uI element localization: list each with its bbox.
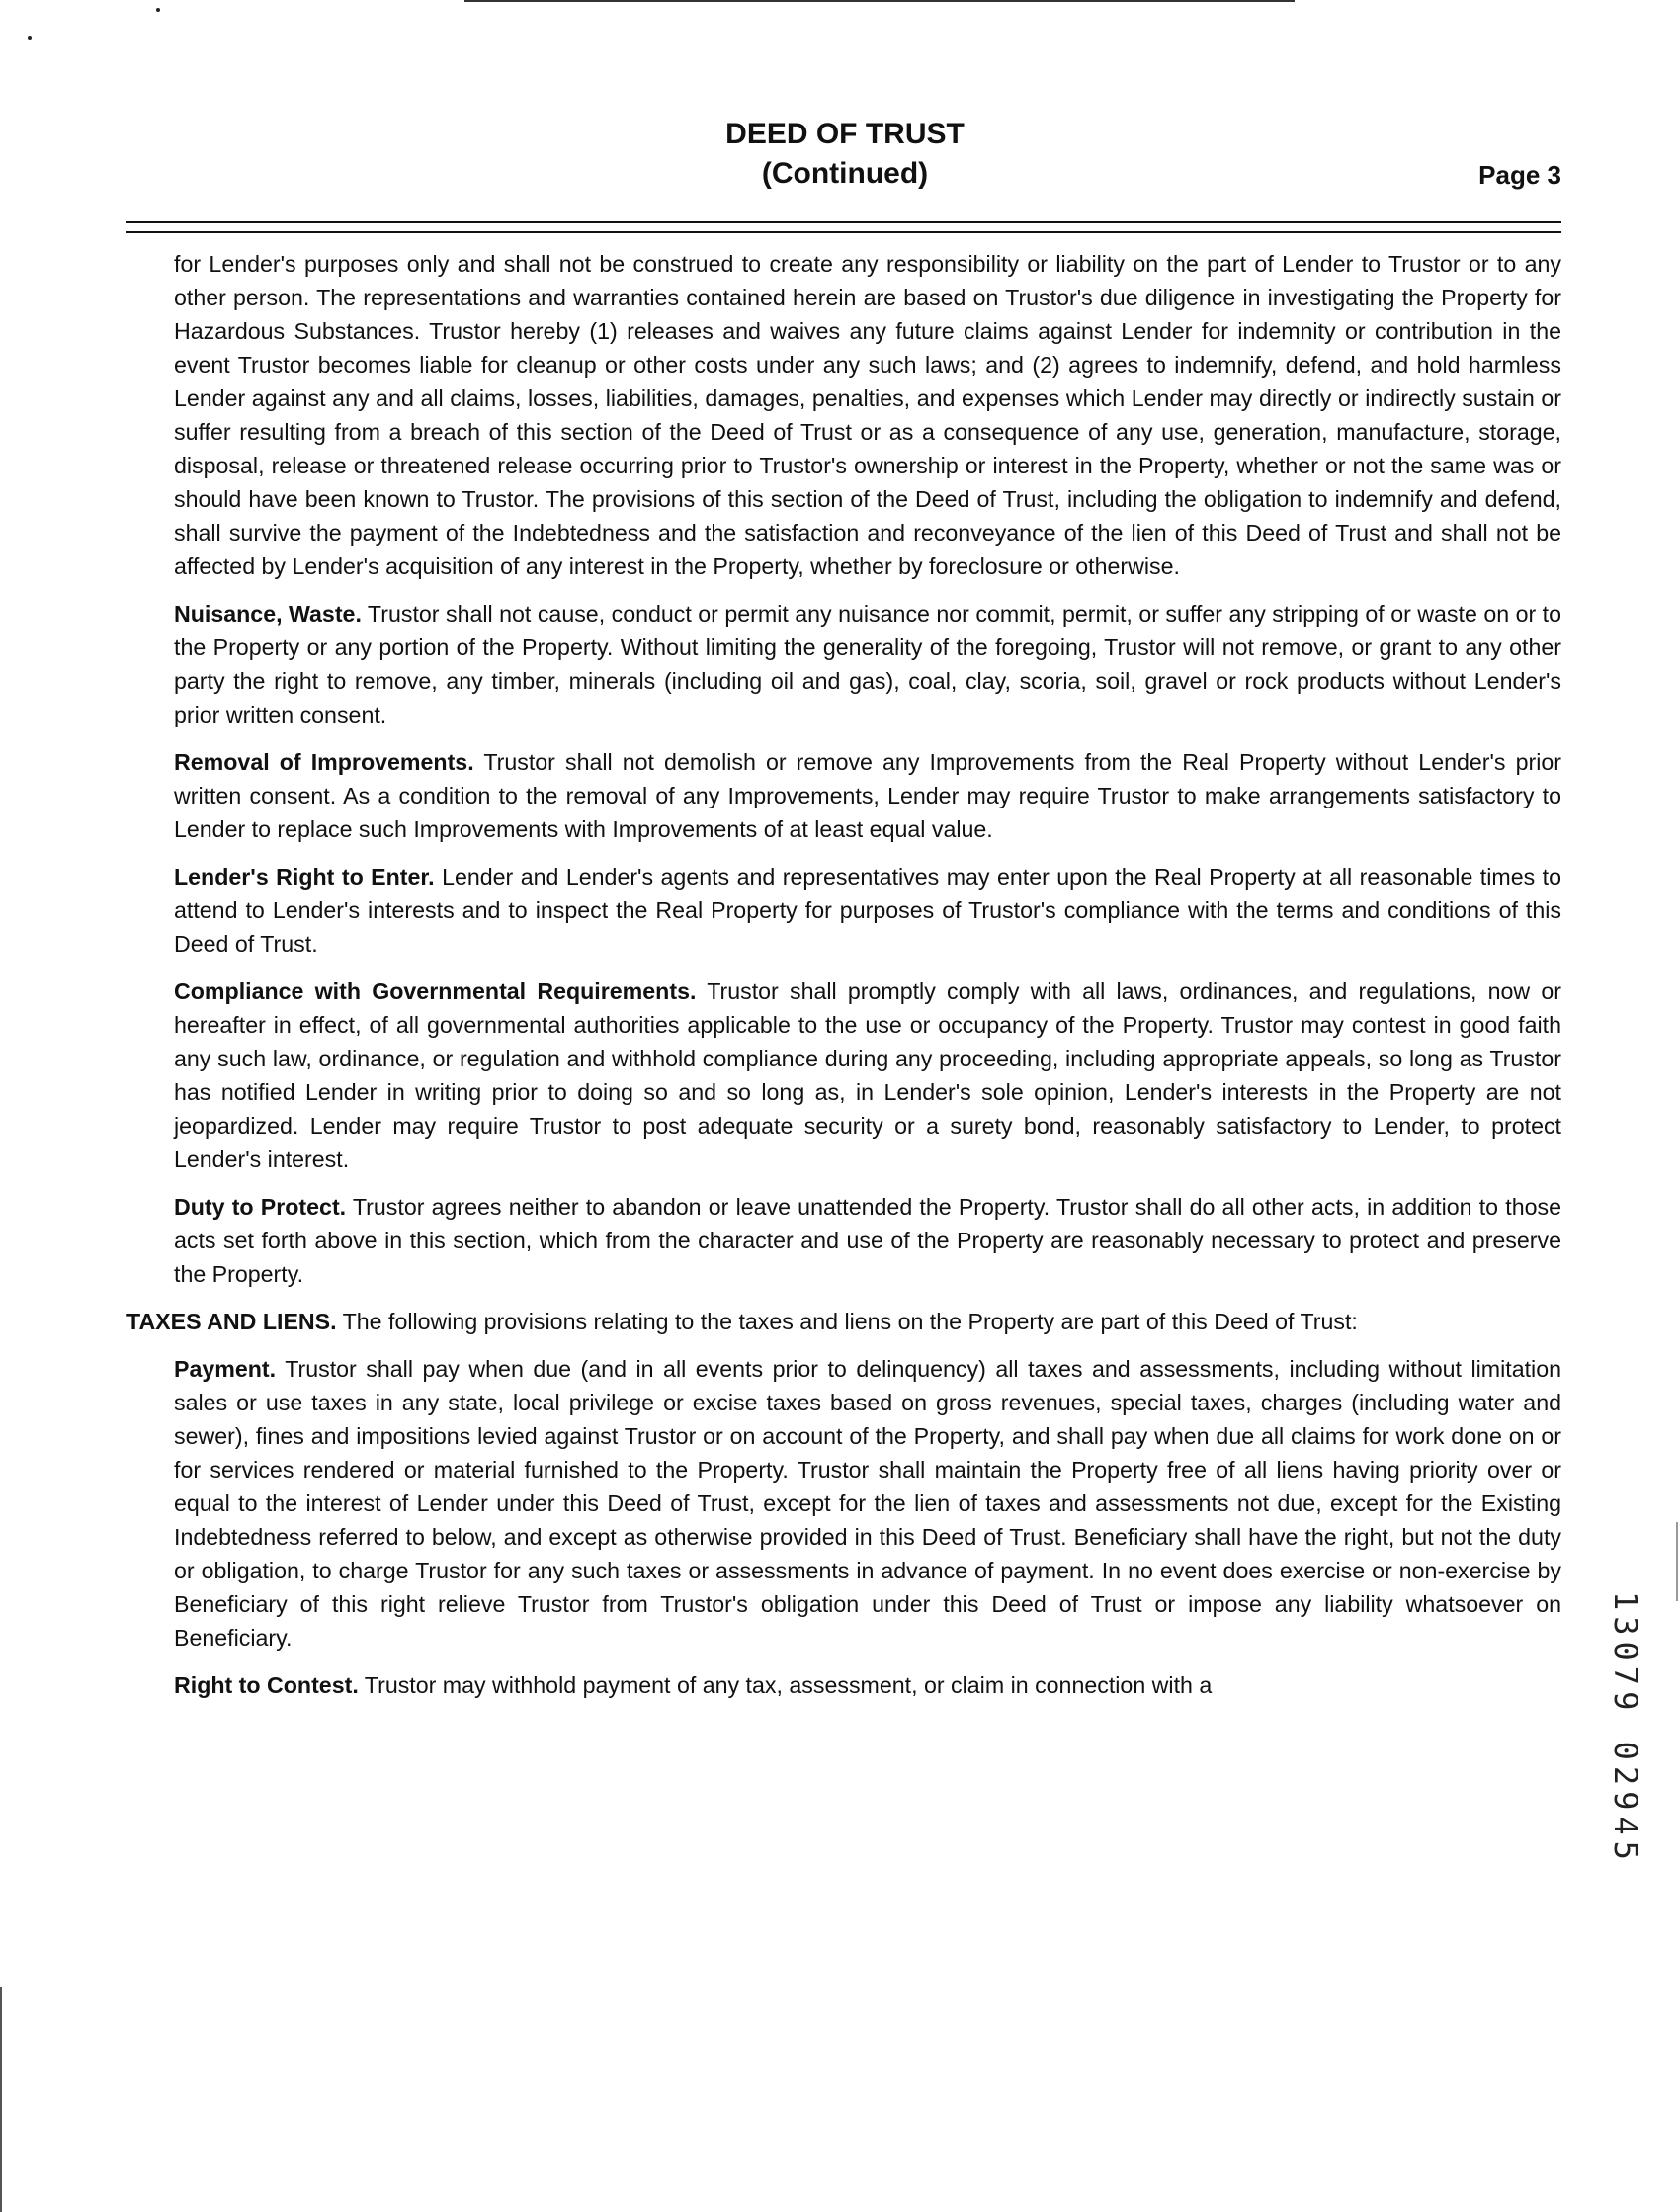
section-taxes-and-liens [126, 1305, 1561, 1338]
paragraph-duty-to-protect [126, 1190, 1561, 1291]
paragraph-text: Trustor agrees neither to abandon or leave unattended the Property. Trustor shall do all other acts, in addition to those acts set forth above in this section, which from the character and use of the Property are reasonably necessary to protect and preserve the Property. [174, 1194, 1561, 1287]
page-header [128, 117, 1561, 196]
paragraph-right-to-contest [126, 1668, 1561, 1702]
document-body [126, 247, 1561, 1716]
paragraph-text: Trustor may withhold payment of any tax, assessment, or claim in connection with a [358, 1672, 1213, 1698]
paragraph-text: Lender and Lender's agents and representatives may enter upon the Real Property at all reasonable times to attend to Lender's interests and to inspect the Real Property for purposes of Trustor's compliance with the terms and conditions of this Deed of Trust. [174, 864, 1561, 957]
scan-speck [28, 36, 32, 40]
paragraph-text: Trustor shall not cause, conduct or permit any nuisance nor commit, permit, or suffer any stripping of or waste on or to the Property or any portion of the Property. Without limiting the generality of the foregoing, Trustor will not remove, or grant to any other party the right to remove, any timber, minerals (including oil and gas), coal, clay, scoria, soil, gravel or rock products without Lender's prior written consent. [174, 601, 1562, 727]
paragraph-text: Trustor shall not demolish or remove any Improvements from the Real Property without Lender's prior written consent. As a condition to the removal of any Improvements, Lender may require Trustor to make arrangements satisfactory to Lender to replace such Improvements with Improvements of at least equal value. [174, 749, 1561, 842]
section-text: The following provisions relating to the taxes and liens on the Property are part of this Deed of Trust: [336, 1309, 1358, 1334]
paragraph-lenders-right-to-enter [126, 860, 1561, 961]
document-subtitle: (Continued) [761, 157, 929, 190]
paragraph-heading: Duty to Protect. [174, 1194, 347, 1220]
paragraph-nuisance-waste [126, 597, 1561, 731]
paragraph-heading: Payment. [174, 1356, 277, 1382]
top-scan-rule [464, 0, 1295, 2]
paragraph-hazardous-continued [126, 247, 1561, 583]
paragraph-heading: Compliance with Governmental Requirements. [174, 978, 697, 1004]
scan-edge-mark [1676, 1522, 1678, 1601]
page-number: Page 3 [1478, 160, 1561, 190]
paragraph-text: Trustor shall pay when due (and in all events prior to delinquency) all taxes and assessments, including without limitation sales or use taxes in any state, local privilege or excise taxes based on gross revenues, special taxes, charges (including water and sewer), fines and impositions levied against Trustor or on account of the Property, and shall pay when due all claims for work done on or for services rendered or material furnished to the Property. Trustor shall maintain the Property free of all liens having priority over or equal to the interest of Lender under this Deed of Trust, except for the lien of taxes and assessments not due, except for the Existing Indebtedness referred to below, and except as otherwise provided in this Deed of Trust. Beneficiary shall have the right, but not the duty or obligation, to charge Trustor for any such taxes or assessments in advance of payment. In no event does exercise or non-exercise by Beneficiary of this right relieve Trustor from Trustor's obligation under this Deed of Trust or impose any liability whatsoever on Beneficiary. [174, 1356, 1561, 1651]
paragraph-removal-of-improvements [126, 745, 1561, 846]
paragraph-text: Trustor shall promptly comply with all laws, ordinances, and regulations, now or hereafter in effect, of all governmental authorities applicable to the use or occupancy of the Property. Trustor may contest in good faith any such law, ordinance, or regulation and withhold compliance during any proceeding, including appropriate appeals, so long as Trustor has notified Lender in writing prior to doing so and so long as, in Lender's sole opinion, Lender's interests in the Property are not jeopardized. Lender may require Trustor to post adequate security or a surety bond, reasonably satisfactory to Lender, to protect Lender's interest. [174, 978, 1561, 1172]
scan-edge-mark [0, 1987, 2, 2212]
paragraph-heading: Nuisance, Waste. [174, 601, 362, 627]
section-heading: TAXES AND LIENS. [126, 1309, 337, 1334]
paragraph-compliance [126, 975, 1561, 1176]
document-title: DEED OF TRUST [725, 118, 965, 150]
paragraph-heading: Removal of Improvements. [174, 749, 474, 775]
paragraph-heading: Right to Contest. [174, 1672, 359, 1698]
paragraph-heading: Lender's Right to Enter. [174, 864, 435, 890]
scan-speck [156, 8, 160, 12]
recording-number-stamp [1609, 1591, 1648, 1947]
header-divider [126, 221, 1561, 233]
recording-number: 13079 02945 [1607, 1591, 1644, 1866]
paragraph-payment [126, 1352, 1561, 1655]
paragraph-text: for Lender's purposes only and shall not be construed to create any responsibility or liability on the part of Lender to Trustor or to any other person. The representations and warranties contained herein are based on Trustor's due diligence in investigating the Property for Hazardous Substances. Trustor hereby (1) releases and waives any future claims against Lender for indemnity or contribution in the event Trustor becomes liable for cleanup or other costs under any such laws; and (2) agrees to indemnify, defend, and hold harmless Lender against any and all claims, losses, liabilities, damages, penalties, and expenses which Lender may directly or indirectly sustain or suffer resulting from a breach of this section of the Deed of Trust or as a consequence of any use, generation, manufacture, storage, disposal, release or threatened release occurring prior to Trustor's ownership or interest in the Property, whether or not the same was or should have been known to Trustor. The provisions of this section of the Deed of Trust, including the obligation to indemnify and defend, shall survive the payment of the Indebtedness and the satisfaction and reconveyance of the lien of this Deed of Trust and shall not be affected by Lender's acquisition of any interest in the Property, whether by foreclosure or otherwise. [174, 251, 1561, 579]
